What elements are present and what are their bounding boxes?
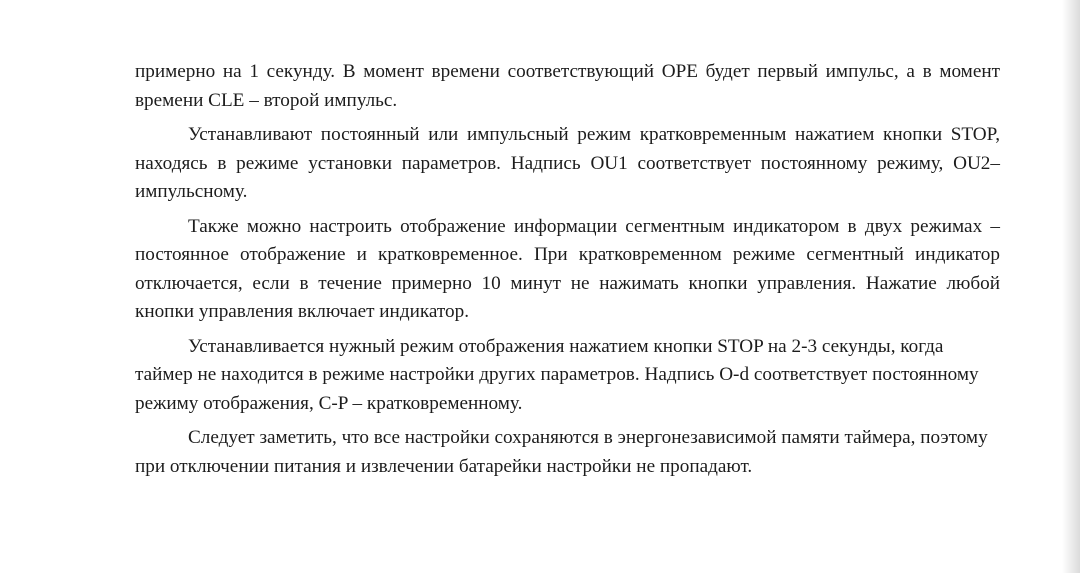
- paragraph-3: Также можно настроить отображение информации сегментным индикатором в двух режимах – постоянное отображение и кратковременное. При кратковременном режиме сегментный индикатор отключается, если в течение примерно 10 минут не нажимать кнопки управления. Нажатие любой кнопки управления включает индикатор.: [135, 215, 1000, 322]
- paragraph-1: примерно на 1 секунду. В момент времени соответствующий ОРЕ будет первый импульс, а в момент времени CLE – второй импульс.: [135, 61, 1000, 111]
- paragraph-4: Устанавливается нужный режим отображения нажатием кнопки STOP на 2-3 секунды, когда таймер не находится в режиме настройки других параметров. Надпись O-d соответствует постоянному режиму отображения, C-P – кратковременному.: [135, 335, 979, 414]
- page-edge-shadow: [1062, 0, 1080, 573]
- document-text: [135, 58, 1000, 487]
- paragraph-5: Следует заметить, что все настройки сохраняются в энергонезависимой памяти таймера, поэтому при отключении питания и извлечении батарейки настройки не пропадают.: [135, 427, 988, 477]
- paragraph-2: Устанавливают постоянный или импульсный режим кратковременным нажатием кнопки STOP, находясь в режиме установки параметров. Надпись OU1 соответствует постоянному режиму, OU2– импульсному.: [135, 124, 1000, 202]
